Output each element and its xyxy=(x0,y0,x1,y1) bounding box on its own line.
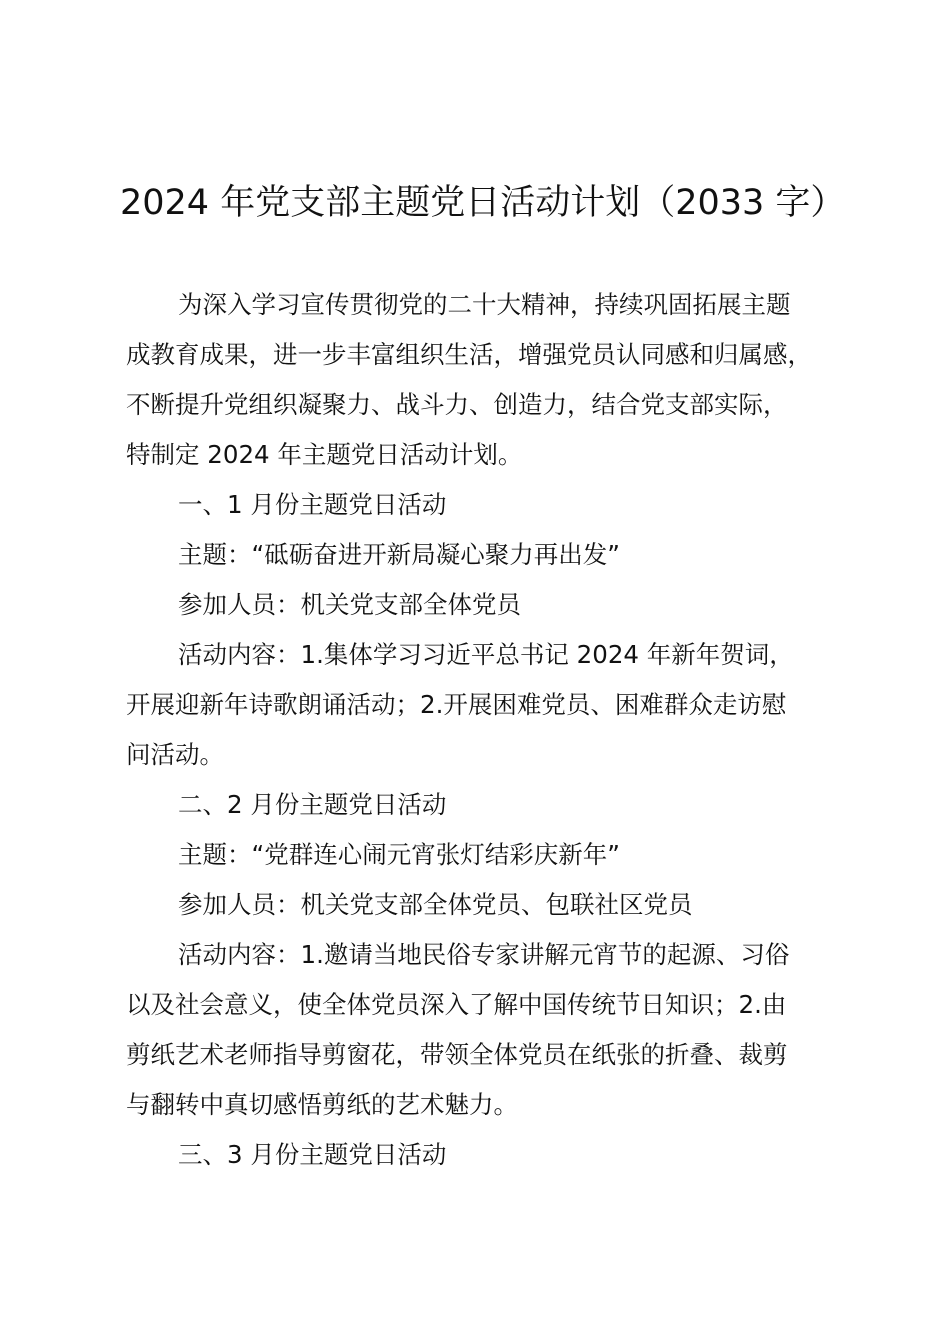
paragraph-line: 活动内容：1.邀请当地民俗专家讲解元宵节的起源、习俗 xyxy=(178,940,790,969)
paragraph-line: 剪纸艺术老师指导剪窗花，带领全体党员在纸张的折叠、裁剪 xyxy=(126,1040,788,1069)
paragraph-line: 与翻转中真切感悟剪纸的艺术魅力。 xyxy=(126,1090,518,1119)
paragraph-line: 不断提升党组织凝聚力、战斗力、创造力，结合党支部实际， xyxy=(126,390,788,419)
paragraph-line: 问活动。 xyxy=(126,740,224,769)
paragraph-line: 主题：“党群连心闹元宵张灯结彩庆新年” xyxy=(178,840,620,869)
paragraph-line: 为深入学习宣传贯彻党的二十大精神，持续巩固拓展主题 xyxy=(178,290,791,319)
paragraph-line: 参加人员：机关党支部全体党员 xyxy=(178,590,521,619)
paragraph-line: 参加人员：机关党支部全体党员、包联社区党员 xyxy=(178,890,693,919)
paragraph-line: 特制定 2024 年主题党日活动计划。 xyxy=(126,440,523,469)
section-heading: 一、1 月份主题党日活动 xyxy=(178,490,447,519)
section-heading: 二、2 月份主题党日活动 xyxy=(178,790,447,819)
paragraph-line: 主题：“砥砺奋进开新局凝心聚力再出发” xyxy=(178,540,620,569)
paragraph-line: 活动内容：1.集体学习习近平总书记 2024 年新年贺词， xyxy=(178,640,794,669)
paragraph-line: 开展迎新年诗歌朗诵活动；2.开展困难党员、困难群众走访慰 xyxy=(126,690,787,719)
paragraph-line: 以及社会意义，使全体党员深入了解中国传统节日知识；2.由 xyxy=(126,990,787,1019)
section-heading: 三、3 月份主题党日活动 xyxy=(178,1140,447,1169)
paragraph-line: 成教育成果，进一步丰富组织生活，增强党员认同感和归属感， xyxy=(126,340,812,369)
document-title: 2024 年党支部主题党日活动计划（2033 字） xyxy=(120,183,846,223)
